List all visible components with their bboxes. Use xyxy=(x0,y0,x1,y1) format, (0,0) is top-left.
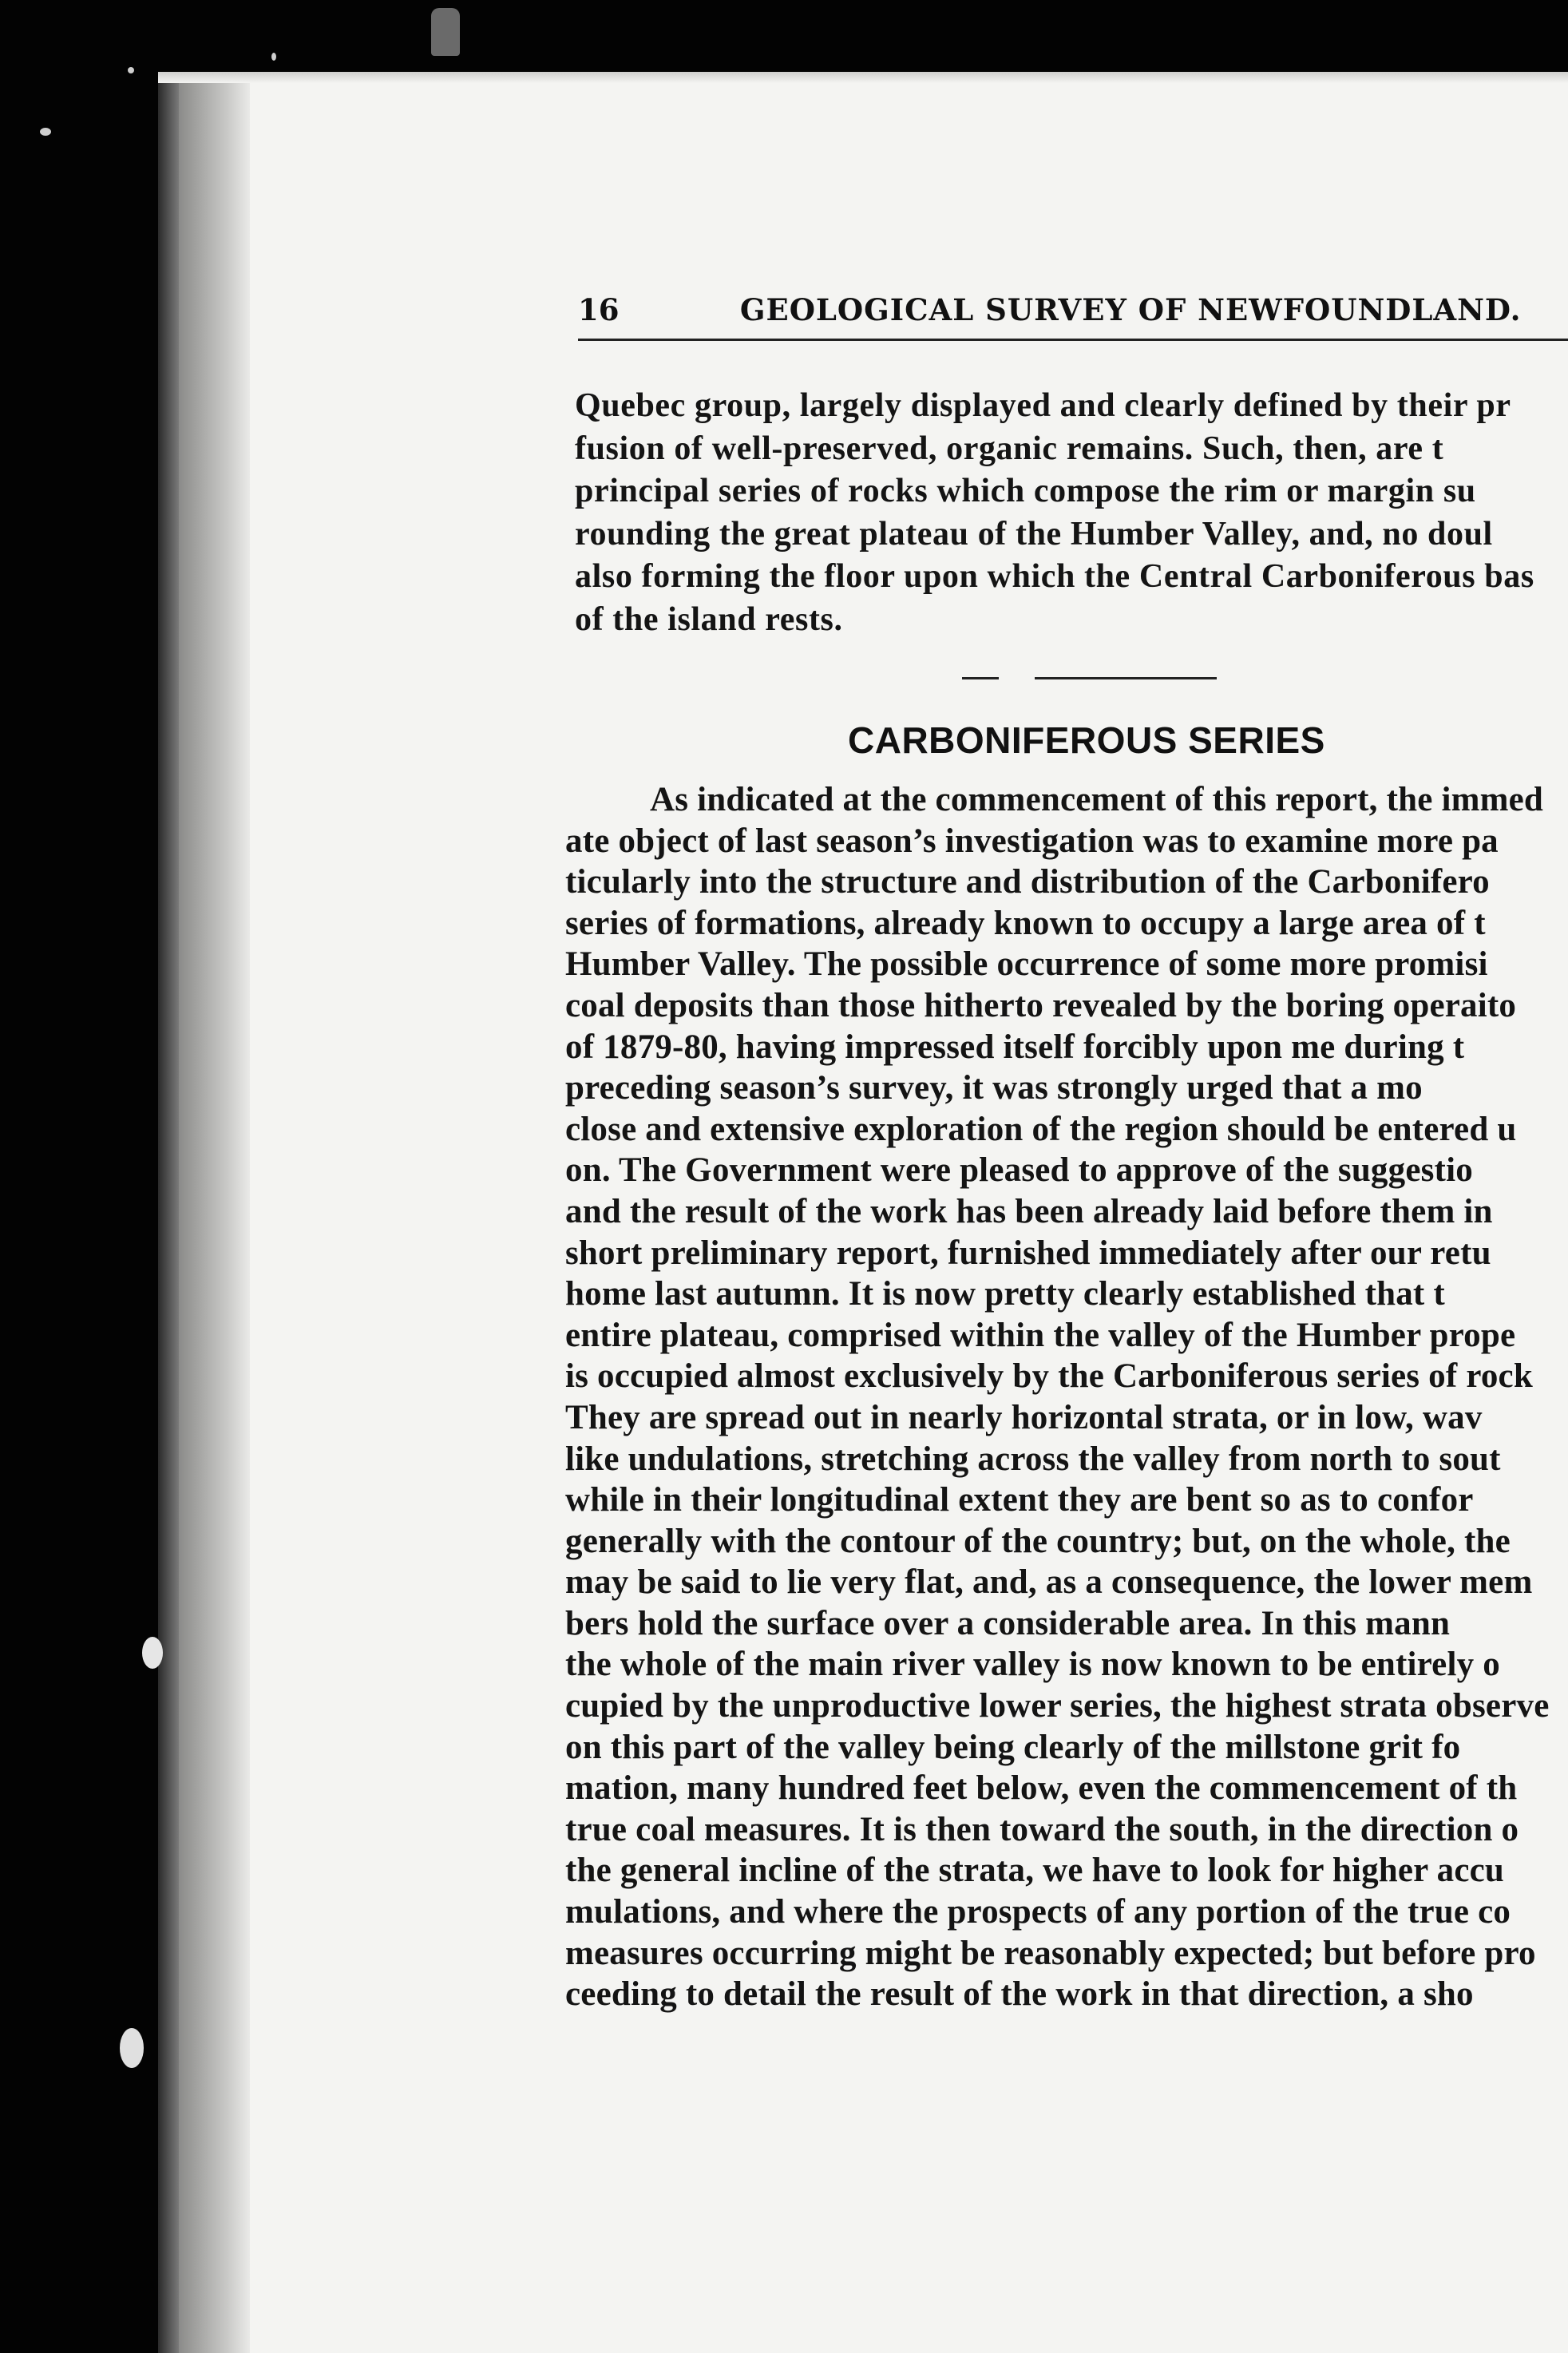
page-number: 16 xyxy=(578,292,620,327)
text-line: while in their longitudinal extent they are bent so as to confor xyxy=(565,1481,1474,1519)
text-line: mulations, and where the prospects of any portion of the true co xyxy=(565,1893,1511,1931)
scan-speck xyxy=(142,1637,163,1669)
text-line: true coal measures. It is then toward the south, in the direction o xyxy=(565,1810,1519,1848)
text-line: and the result of the work has been already laid before them in xyxy=(565,1192,1493,1230)
text-line: short preliminary report, furnished immediately after our retu xyxy=(565,1234,1491,1272)
scan-speck xyxy=(120,2028,144,2068)
text-line: also forming the floor upon which the Central Carboniferous bas xyxy=(575,558,1534,595)
text-line: Quebec group, largely displayed and clearly defined by their pr xyxy=(575,387,1511,424)
text-line: preceding season’s survey, it was strongly urged that a mo xyxy=(565,1069,1423,1107)
section-heading: CARBONIFEROUS SERIES xyxy=(848,719,1325,761)
text-line: bers hold the surface over a considerable area. In this mann xyxy=(565,1604,1451,1642)
text-line: ticularly into the structure and distribution of the Carbonifero xyxy=(565,863,1490,901)
scan-speck xyxy=(128,67,134,73)
text-line: on this part of the valley being clearly of the millstone grit fo xyxy=(565,1728,1461,1766)
running-title: GEOLOGICAL SURVEY OF NEWFOUNDLAND. xyxy=(739,292,1522,327)
text-line: close and extensive exploration of the region should be entered u xyxy=(565,1110,1517,1148)
running-head xyxy=(578,292,1568,327)
text-line: They are spread out in nearly horizontal strata, or in low, wav xyxy=(565,1398,1483,1436)
text-line: the whole of the main river valley is now known to be entirely o xyxy=(565,1646,1500,1684)
text-line: may be said to lie very flat, and, as a consequence, the lower mem xyxy=(565,1563,1533,1602)
page-top-edge xyxy=(158,72,1568,83)
scan-artifact-mark xyxy=(431,8,460,56)
text-line: ate object of last season’s investigation was to examine more pa xyxy=(565,822,1499,860)
text-line: measures occurring might be reasonably expected; but before pro xyxy=(565,1934,1536,1972)
text-line: fusion of well-preserved, organic remains. Such, then, are t xyxy=(575,430,1444,467)
text-line: of 1879-80, having impressed itself forcibly upon me during t xyxy=(565,1028,1465,1066)
text-line: coal deposits than those hitherto revealed by the boring operaito xyxy=(565,986,1517,1024)
text-line: of the island rests. xyxy=(575,600,843,638)
text-line: Humber Valley. The possible occurrence of some more promisi xyxy=(565,945,1488,984)
text-line: rounding the great plateau of the Humber Valley, and, no doul xyxy=(575,515,1493,553)
text-line: is occupied almost exclusively by the Carboniferous series of rock xyxy=(565,1357,1533,1396)
body-paragraph xyxy=(565,779,1568,2015)
text-line: home last autumn. It is now pretty clearly established that t xyxy=(565,1275,1445,1313)
text-line: generally with the contour of the country; but, on the whole, the xyxy=(565,1522,1511,1560)
text-line: entire plateau, comprised within the valley of the Humber prope xyxy=(565,1316,1516,1354)
text-line: mation, many hundred feet below, even the commencement of th xyxy=(565,1769,1518,1808)
text-line: principal series of rocks which compose the rim or margin su xyxy=(575,473,1476,509)
text-line: cupied by the unproductive lower series, the highest strata observe xyxy=(565,1687,1550,1725)
section-divider-long xyxy=(1035,677,1217,679)
text-line: ceeding to detail the result of the work in that direction, a sho xyxy=(565,1975,1474,2014)
page-binding-edge xyxy=(158,72,179,2353)
text-line: As indicated at the commencement of this report, the immed xyxy=(650,781,1544,818)
scan-speck xyxy=(40,128,51,136)
section-divider-short xyxy=(962,677,999,679)
text-line: series of formations, already known to occupy a large area of t xyxy=(565,904,1486,942)
intro-paragraph xyxy=(575,385,1568,641)
text-line: on. The Government were pleased to approve of the suggestio xyxy=(565,1151,1473,1190)
header-rule xyxy=(578,339,1568,341)
text-line: like undulations, stretching across the valley from north to sout xyxy=(565,1440,1501,1478)
text-line: the general incline of the strata, we have to look for higher accu xyxy=(565,1852,1505,1890)
scan-speck xyxy=(271,53,276,61)
